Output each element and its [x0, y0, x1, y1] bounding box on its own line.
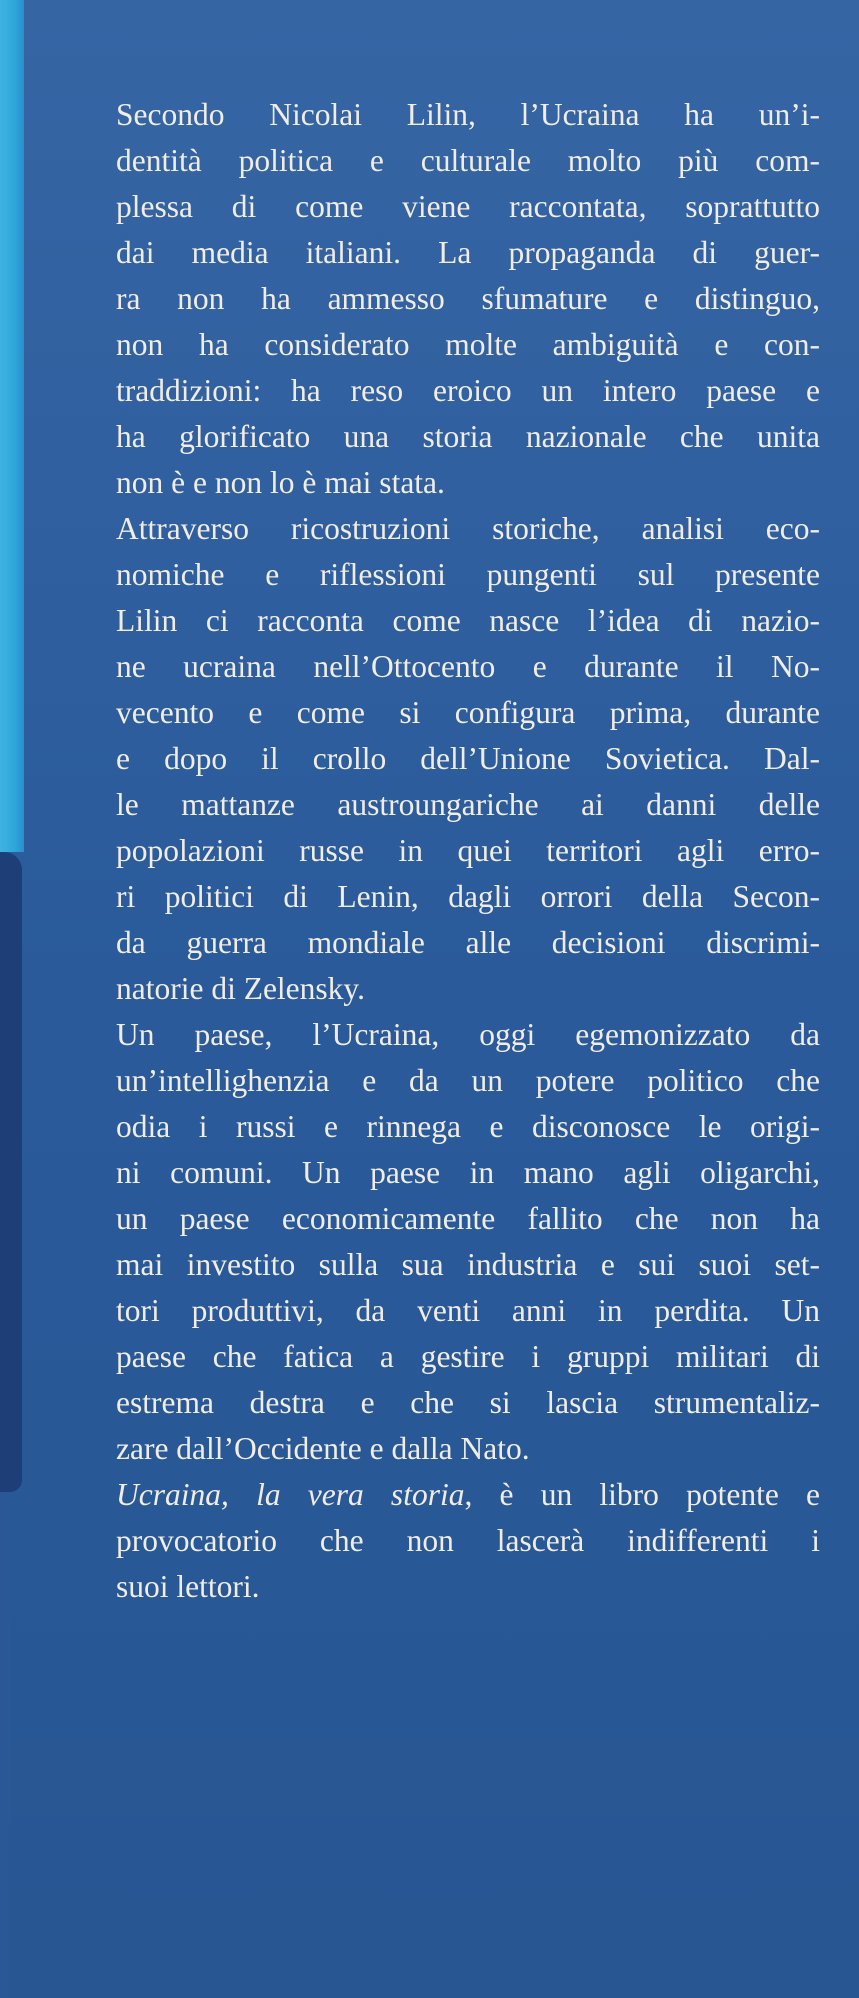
- text-line: nomiche e riflessioni pungenti sul presente: [116, 557, 820, 592]
- text-line: da guerra mondiale alle decisioni discrimi-: [116, 925, 820, 960]
- text-line: zare dall’Occidente e dalla Nato.: [116, 1431, 530, 1466]
- text-line: estrema destra e che si lascia strumentaliz-: [116, 1385, 820, 1420]
- spine-lower-band: [0, 1492, 10, 1998]
- blurb-text: [116, 92, 820, 1610]
- text-line: paese che fatica a gestire i gruppi militari di: [116, 1339, 820, 1374]
- text-line: un’intellighenzia e da un potere politico che: [116, 1063, 820, 1098]
- paragraph-3: [116, 1012, 820, 1472]
- text-line: ni comuni. Un paese in mano agli oligarchi,: [116, 1155, 820, 1190]
- text-line: vecento e come si configura prima, durante: [116, 695, 820, 730]
- text-line: odia i russi e rinnega e disconosce le origi-: [116, 1109, 820, 1144]
- text-line: non è e non lo è mai stata.: [116, 465, 445, 500]
- book-title: Ucraina, la vera storia: [116, 1477, 465, 1512]
- text-line: Lilin ci racconta come nasce l’idea di nazio-: [116, 603, 820, 638]
- text-line: non ha considerato molte ambiguità e con-: [116, 327, 820, 362]
- paragraph-2: [116, 506, 820, 1012]
- text-line: dai media italiani. La propaganda di guer-: [116, 235, 820, 270]
- text-line: ra non ha ammesso sfumature e distinguo,: [116, 281, 820, 316]
- text-line: e dopo il crollo dell’Unione Sovietica. Dal-: [116, 741, 820, 776]
- text-line: ri politici di Lenin, dagli orrori della Secon-: [116, 879, 820, 914]
- text-line: natorie di Zelensky.: [116, 971, 366, 1006]
- text-line: Secondo Nicolai Lilin, l’Ucraina ha un’i-: [116, 97, 820, 132]
- paragraph-4: [116, 1472, 820, 1610]
- text-line: Un paese, l’Ucraina, oggi egemonizzato da: [116, 1017, 820, 1052]
- text-line: dentità politica e culturale molto più com-: [116, 143, 820, 178]
- text-line: tori produttivi, da venti anni in perdita. Un: [116, 1293, 820, 1328]
- text-line: le mattanze austroungariche ai danni delle: [116, 787, 820, 822]
- paragraph-1: [116, 92, 820, 506]
- spine-dark-band: [0, 852, 22, 1492]
- text-line: suoi lettori.: [116, 1569, 260, 1604]
- text-line: Attraverso ricostruzioni storiche, analisi eco-: [116, 511, 820, 546]
- text-line: ha glorificato una storia nazionale che unita: [116, 419, 820, 454]
- text-line: mai investito sulla sua industria e sui suoi set-: [116, 1247, 820, 1282]
- text-line: traddizioni: ha reso eroico un intero paese e: [116, 373, 820, 408]
- text-fragment: , è un libro potente e: [464, 1477, 821, 1512]
- text-line: provocatorio che non lascerà indifferenti i: [116, 1523, 820, 1558]
- text-line: popolazioni russe in quei territori agli erro-: [116, 833, 820, 868]
- spine-light-band: [0, 0, 24, 852]
- text-line: plessa di come viene raccontata, soprattutto: [116, 189, 820, 224]
- text-line: [116, 1472, 820, 1518]
- text-line: un paese economicamente fallito che non ha: [116, 1201, 820, 1236]
- text-line: ne ucraina nell’Ottocento e durante il No-: [116, 649, 820, 684]
